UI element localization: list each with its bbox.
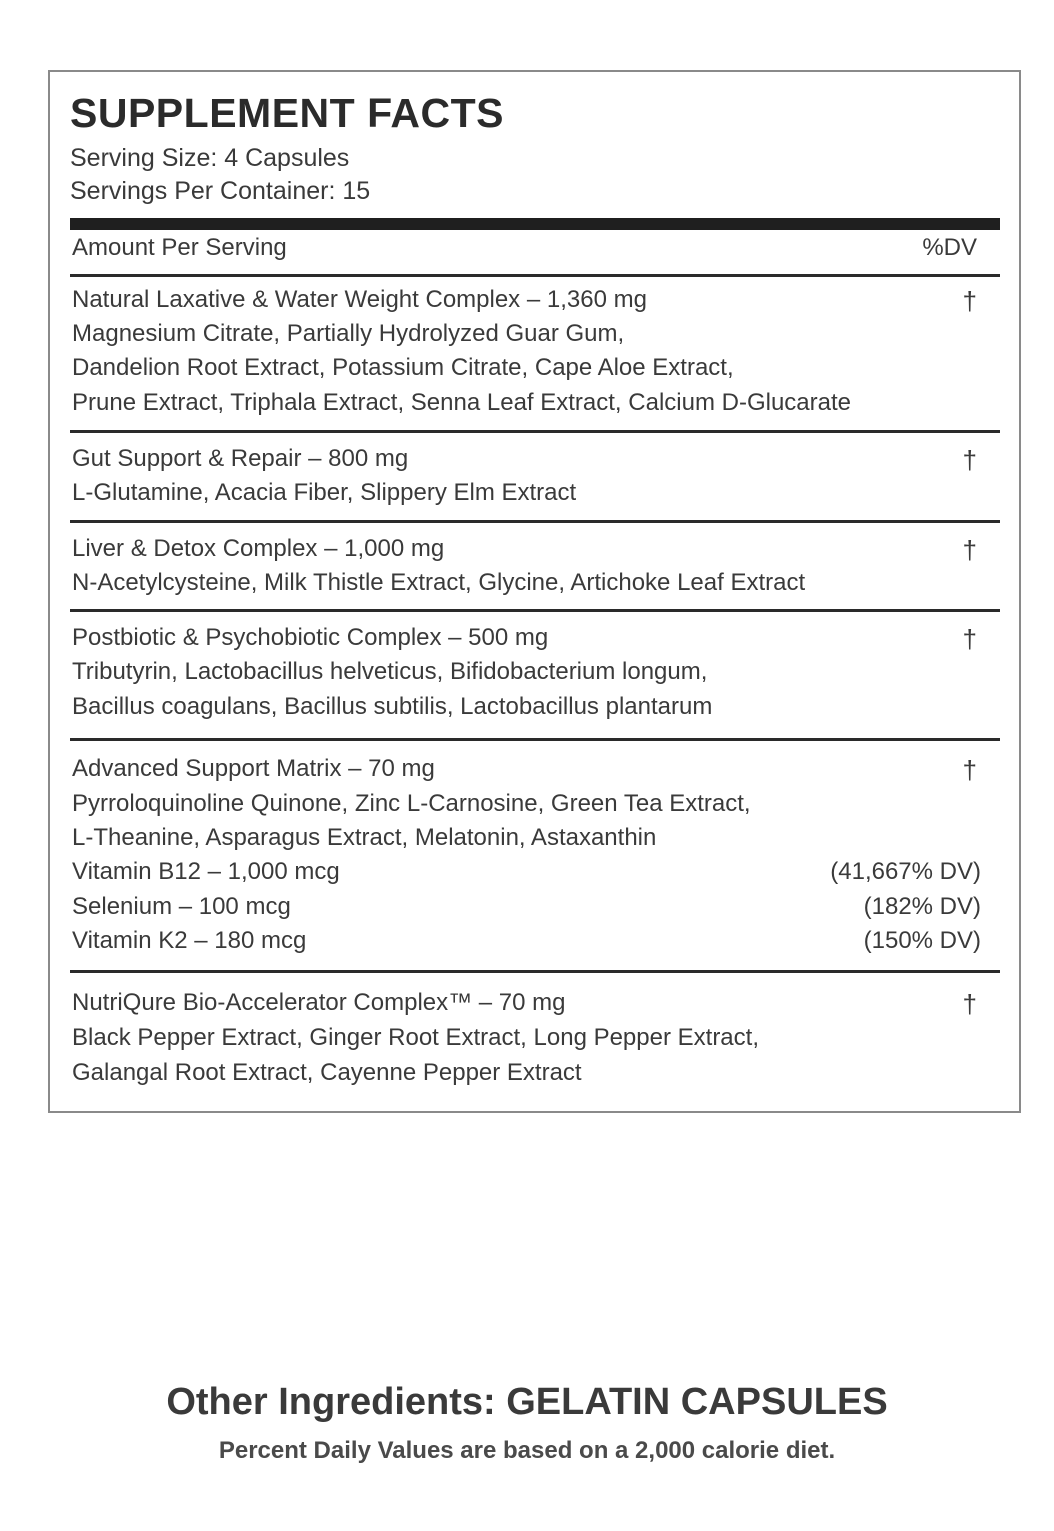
- serving-size: Serving Size: 4 Capsules: [70, 144, 350, 172]
- dagger-marker: †: [962, 286, 977, 316]
- divider: [70, 609, 1000, 612]
- section-name: Liver & Detox Complex – 1,000 mg: [72, 535, 445, 562]
- supplement-facts-panel: [48, 70, 1021, 1113]
- divider: [70, 274, 1000, 277]
- divider: [70, 970, 1000, 973]
- section-name: Postbiotic & Psychobiotic Complex – 500 mg: [72, 624, 549, 651]
- ingredient-line: Dandelion Root Extract, Potassium Citrate, Cape Aloe Extract,: [72, 354, 734, 381]
- vitamin-dv: (41,667% DV): [830, 858, 981, 885]
- dv-header: %DV: [922, 234, 977, 261]
- servings-per-container: Servings Per Container: 15: [70, 177, 371, 205]
- dagger-marker: †: [962, 445, 977, 475]
- divider: [70, 430, 1000, 433]
- ingredient-line: Tributyrin, Lactobacillus helveticus, Bifidobacterium longum,: [72, 658, 708, 685]
- ingredient-line: N-Acetylcysteine, Milk Thistle Extract, Glycine, Artichoke Leaf Extract: [72, 569, 806, 596]
- ingredient-line: Black Pepper Extract, Ginger Root Extract, Long Pepper Extract,: [72, 1024, 759, 1051]
- thick-divider: [70, 218, 1000, 230]
- dagger-marker: †: [962, 624, 977, 654]
- vitamin-name: Vitamin K2 – 180 mcg: [72, 927, 307, 954]
- ingredient-line: Prune Extract, Triphala Extract, Senna Leaf Extract, Calcium D-Glucarate: [72, 389, 851, 416]
- ingredient-line: Pyrroloquinoline Quinone, Zinc L-Carnosine, Green Tea Extract,: [72, 790, 751, 817]
- vitamin-dv: (182% DV): [863, 893, 981, 920]
- section-name: Advanced Support Matrix – 70 mg: [72, 755, 435, 782]
- dagger-marker: †: [962, 535, 977, 565]
- section-name: NutriQure Bio-Accelerator Complex™ – 70 mg: [72, 989, 566, 1016]
- ingredient-line: L-Theanine, Asparagus Extract, Melatonin, Astaxanthin: [72, 824, 657, 851]
- vitamin-dv: (150% DV): [863, 927, 981, 954]
- ingredient-line: Galangal Root Extract, Cayenne Pepper Extract: [72, 1059, 582, 1086]
- other-ingredients: Other Ingredients: GELATIN CAPSULES: [166, 1381, 888, 1423]
- ingredient-line: Bacillus coagulans, Bacillus subtilis, Lactobacillus plantarum: [72, 693, 713, 720]
- daily-value-note: Percent Daily Values are based on a 2,000 calorie diet.: [218, 1437, 836, 1464]
- ingredient-line: Magnesium Citrate, Partially Hydrolyzed Guar Gum,: [72, 320, 625, 347]
- dagger-marker: †: [962, 989, 977, 1019]
- section-name: Natural Laxative & Water Weight Complex – 1,360 mg: [72, 286, 647, 313]
- amount-per-serving-header: Amount Per Serving: [72, 234, 287, 261]
- dagger-marker: †: [962, 755, 977, 785]
- vitamin-name: Vitamin B12 – 1,000 mcg: [72, 858, 340, 885]
- label-title: SUPPLEMENT FACTS: [70, 90, 504, 136]
- divider: [70, 738, 1000, 741]
- section-name: Gut Support & Repair – 800 mg: [72, 445, 409, 472]
- vitamin-name: Selenium – 100 mcg: [72, 893, 291, 920]
- ingredient-line: L-Glutamine, Acacia Fiber, Slippery Elm Extract: [72, 479, 577, 506]
- divider: [70, 520, 1000, 523]
